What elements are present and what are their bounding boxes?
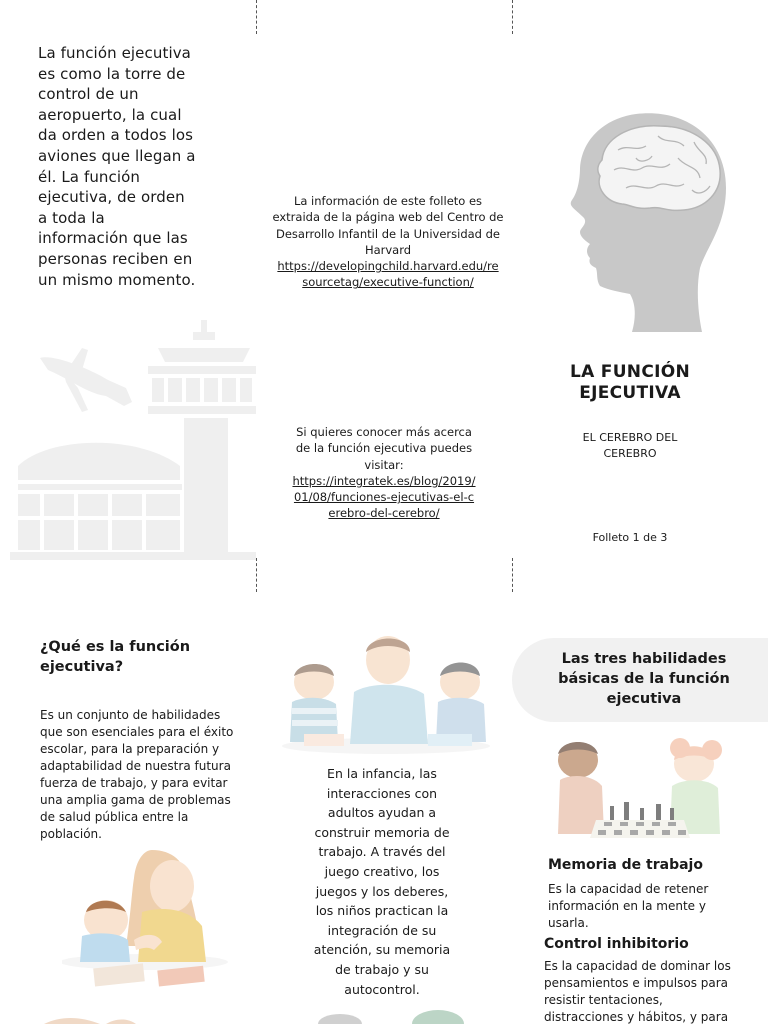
- head-brain-illustration: [566, 108, 730, 336]
- fold-mark-bottom-right: [512, 558, 513, 592]
- skills-heading: Las tres habilidades básicas de la función ejecutiva: [558, 651, 730, 707]
- airplane-icon: [40, 357, 132, 406]
- more-info: [284, 424, 484, 522]
- children-chess-illustration: [552, 738, 724, 844]
- bottom-partial-illustration: [300, 1006, 480, 1024]
- skill2-text: Es la capacidad de dominar los pensamientos e impulsos para resistir tentaciones, distracciones y hábitos, y para: [544, 959, 731, 1024]
- bottom-left-partial-illustration: [40, 1014, 140, 1024]
- mother-child-reading-illustration: [62, 850, 228, 1024]
- source-link[interactable]: https://developingchild.harvard.edu/resourcetag/executive-function/: [277, 259, 499, 290]
- airport-illustration: [8, 318, 258, 563]
- fold-mark-top-right: [512, 0, 513, 34]
- children-adult-illustration: [278, 634, 492, 758]
- more-text: Si quieres conocer más acerca de la función ejecutiva puedes visitar:: [295, 425, 473, 472]
- source-info: [272, 193, 504, 291]
- infancy-paragraph: En la infancia, las interacciones con adultos ayudan a construir memoria de trabajo. A través del juego creativo, los juegos y los deberes, los niños practican la integración de su atención, su memoria de trabajo y su autocontrol.: [313, 766, 451, 997]
- brochure-subtitle: EL CEREBRO DEL CEREBRO: [582, 431, 678, 460]
- question-heading: ¿Qué es la función ejecutiva?: [40, 639, 191, 675]
- brain-icon: [598, 126, 720, 211]
- fold-mark-top-left: [256, 0, 257, 34]
- skill2-title: Control inhibitorio: [544, 936, 689, 952]
- more-link[interactable]: https://integratek.es/blog/2019/01/08/funciones-ejecutivas-el-cerebro-del-cerebro/: [292, 473, 476, 521]
- skill1-title: Memoria de trabajo: [548, 857, 703, 873]
- definition-paragraph: Es un conjunto de habilidades que son esenciales para el éxito escolar, para la preparación y adaptabilidad de nuestra futura fuerza de trabajo, y para evitar una amplia gama de problemas de salud pública entre la población.: [40, 708, 234, 841]
- fold-mark-bottom-left: [256, 558, 257, 592]
- skill1-text: Es la capacidad de retener información en la mente y usarla.: [548, 882, 709, 930]
- brochure-title: LA FUNCIÓN EJECUTIVA: [569, 362, 691, 403]
- folleto-number: Folleto 1 de 3: [592, 531, 668, 544]
- source-text: La información de este folleto es extraida de la página web del Centro de Desarrollo Infantil de la Universidad de Harvard: [272, 194, 504, 257]
- intro-paragraph: La función ejecutiva es como la torre de control de un aeropuerto, la cual da orden a todos los aviones que llegan a él. La función ejecutiva, de orden a toda la información que las personas reciben en un mismo momento.: [38, 44, 196, 289]
